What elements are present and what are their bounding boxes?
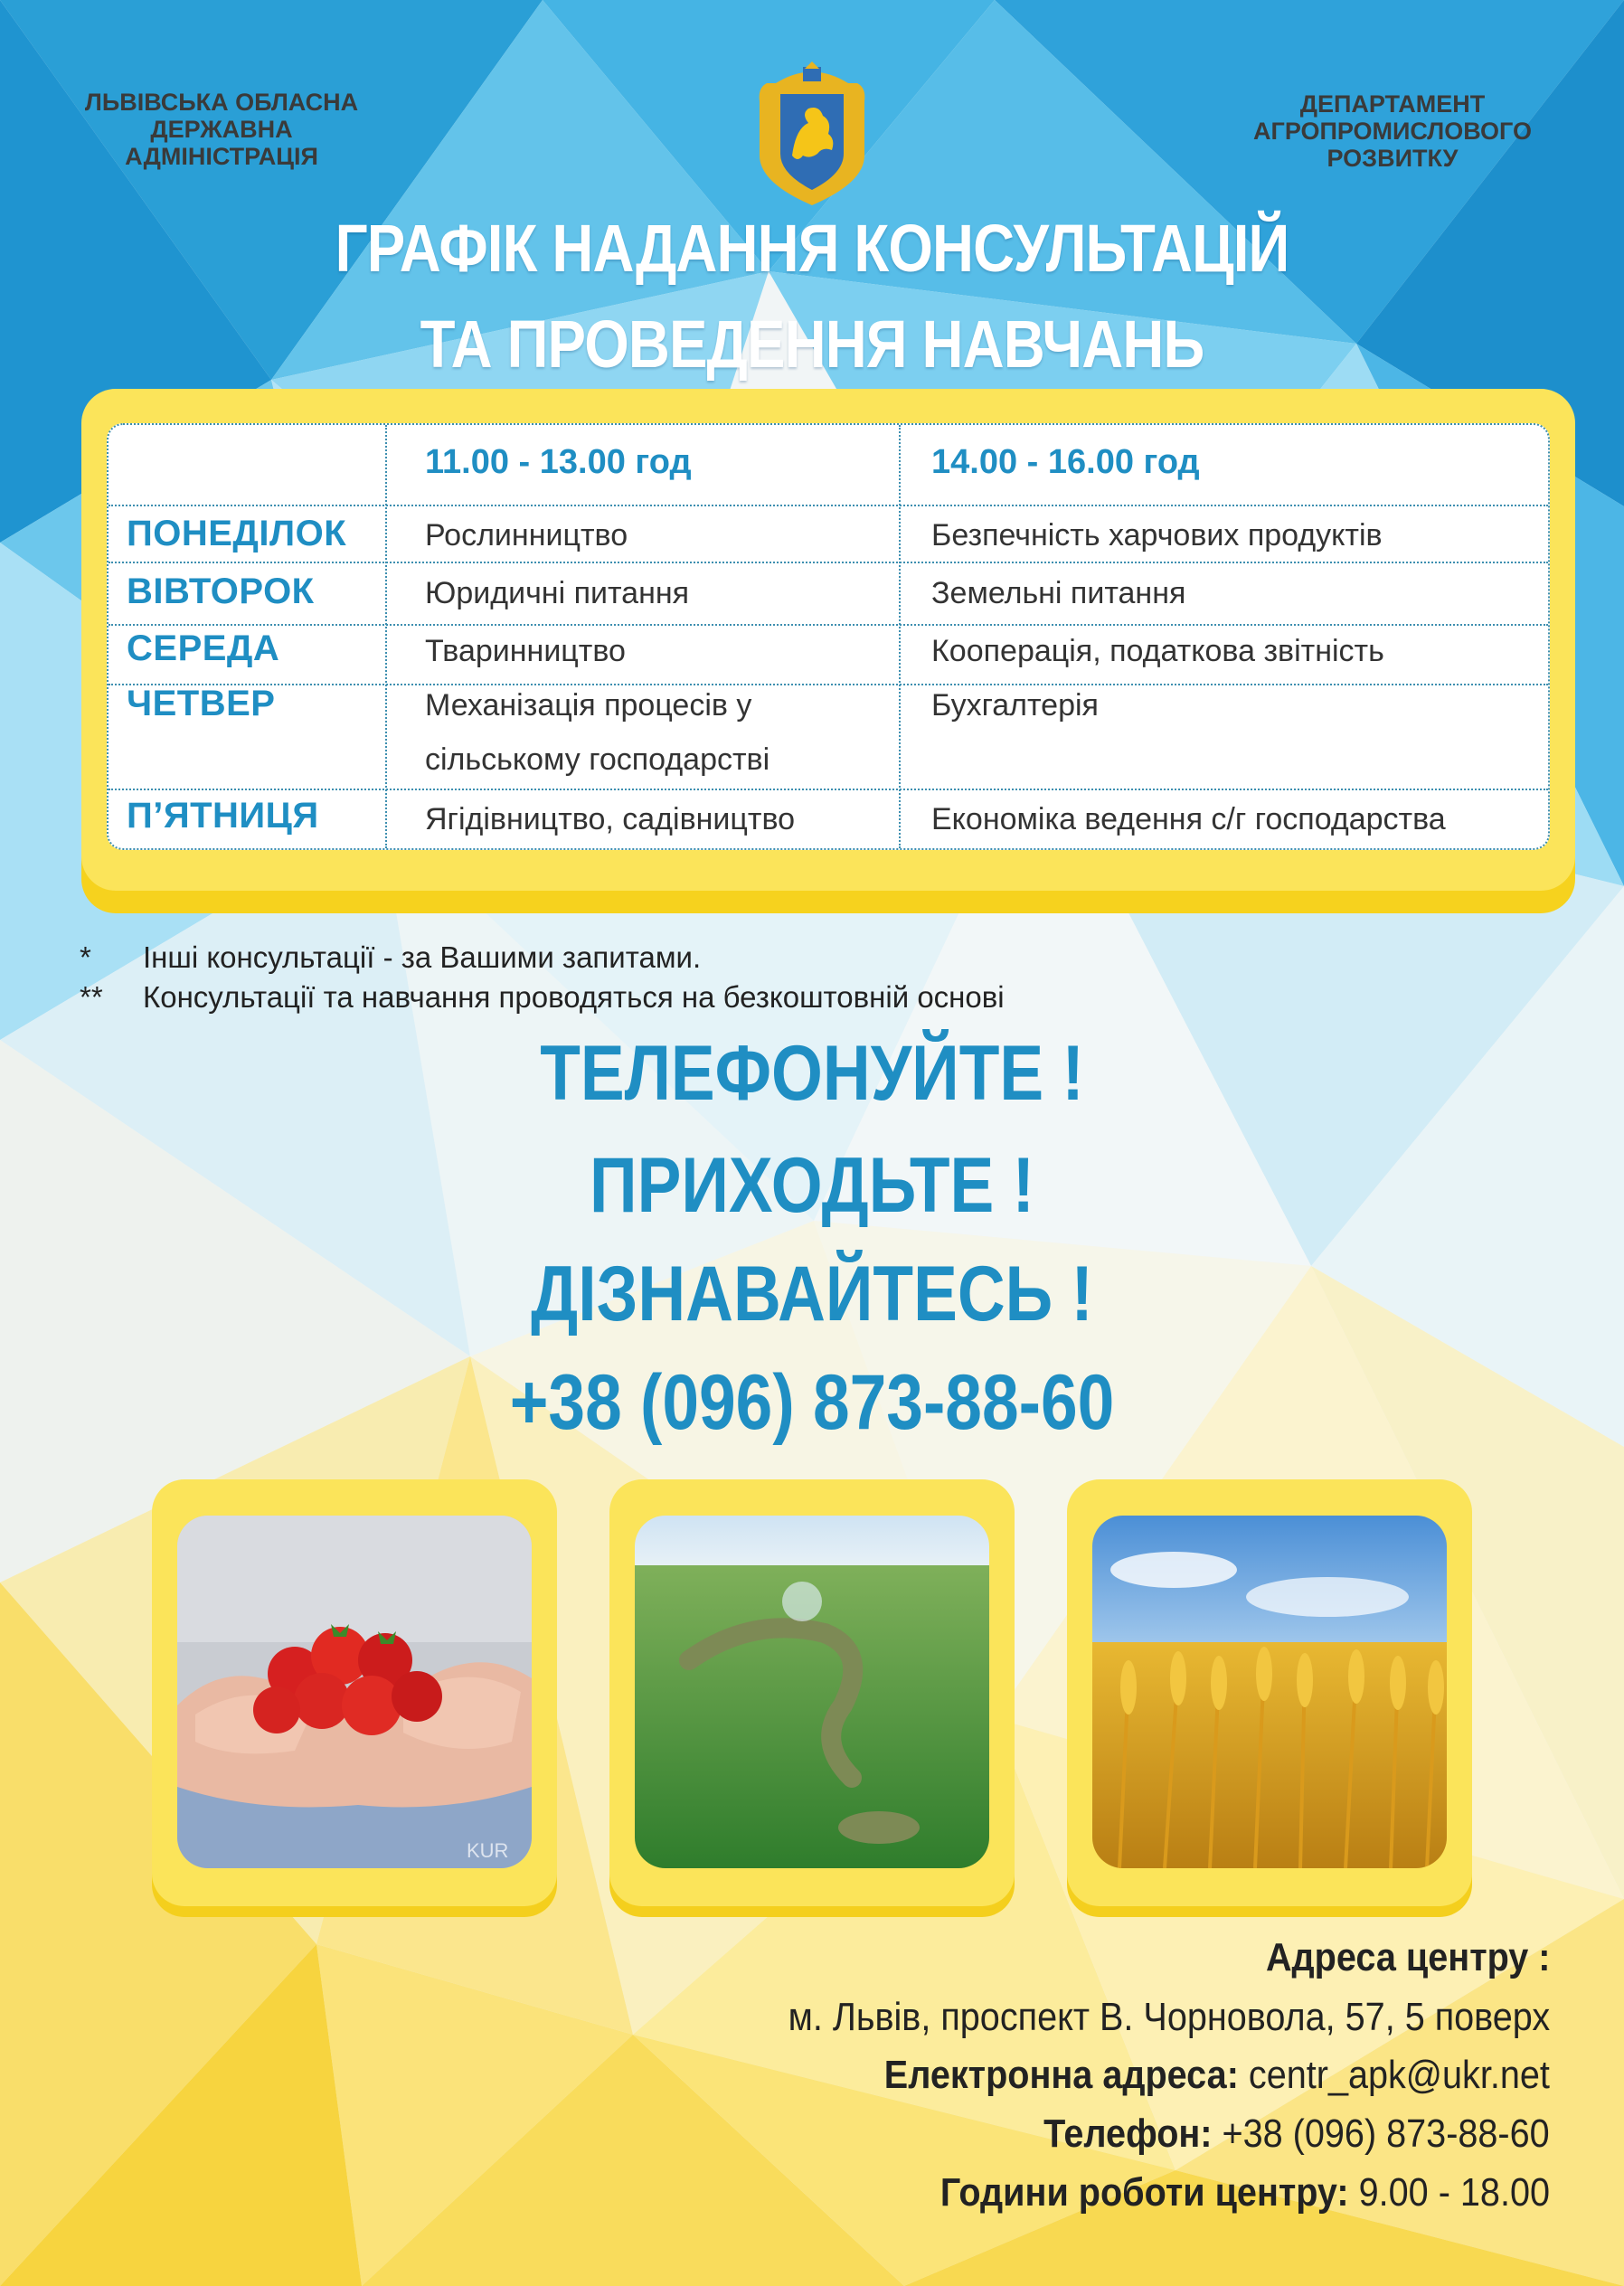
email-value: centr_apk@ukr.net bbox=[1249, 2053, 1550, 2097]
page-title-line-1: ГРАФІК НАДАННЯ КОНСУЛЬТАЦІЙ bbox=[335, 211, 1289, 286]
day-tuesday: ВІВТОРОК bbox=[127, 572, 315, 611]
cta-call: ТЕЛЕФОНУЙТЕ ! bbox=[540, 1030, 1084, 1117]
friday-morning-topic: Ягідівництво, садівництво bbox=[425, 802, 796, 836]
phone-line bbox=[1043, 2111, 1550, 2157]
wednesday-afternoon-topic: Кооперація, податкова звітність bbox=[931, 634, 1384, 668]
org-right-line: АГРОПРОМИСЛОВОГО bbox=[1253, 118, 1532, 145]
org-right-line: РОЗВИТКУ bbox=[1327, 145, 1459, 172]
photo-frame bbox=[1067, 1479, 1472, 1906]
email-line bbox=[884, 2053, 1550, 2098]
table-divider bbox=[109, 505, 1548, 506]
hours-label: Години роботи центру: bbox=[939, 2170, 1349, 2215]
footnote-text: Консультації та навчання проводяться на безкоштовній основі bbox=[143, 980, 1005, 1014]
thursday-morning-topic-line-2: сільському господарстві bbox=[425, 742, 770, 777]
email-label: Електронна адреса: bbox=[883, 2053, 1240, 2097]
cta-learn: ДІЗНАВАЙТЕСЬ ! bbox=[531, 1251, 1093, 1337]
time-slot-morning: 11.00 - 13.00 год bbox=[425, 443, 692, 481]
footnote bbox=[80, 980, 1005, 1015]
org-name-right bbox=[1207, 90, 1578, 172]
thursday-afternoon-topic: Бухгалтерія bbox=[931, 688, 1099, 723]
monday-morning-topic: Рослинництво bbox=[425, 518, 628, 553]
day-thursday: ЧЕТВЕР bbox=[127, 684, 276, 723]
org-left-line: ДЕРЖАВНА bbox=[150, 116, 293, 143]
footnote bbox=[80, 940, 701, 975]
thursday-morning-topic-line-1: Механізація процесів у bbox=[425, 688, 752, 723]
table-divider bbox=[899, 425, 901, 848]
page-title-line-2: ТА ПРОВЕДЕННЯ НАВЧАНЬ bbox=[420, 307, 1204, 382]
cta-phone-number: +38 (096) 873-88-60 bbox=[509, 1359, 1115, 1446]
time-slot-afternoon: 14.00 - 16.00 год bbox=[931, 443, 1200, 481]
photo-watermark: KUR bbox=[467, 1839, 509, 1862]
org-left-line: АДМІНІСТРАЦІЯ bbox=[125, 143, 318, 170]
table-divider bbox=[385, 425, 387, 848]
phone-value: +38 (096) 873-88-60 bbox=[1222, 2111, 1550, 2156]
address-label: Адреса центру : bbox=[1265, 1935, 1550, 1979]
strawberries-photo bbox=[177, 1516, 532, 1868]
day-monday: ПОНЕДІЛОК bbox=[127, 514, 347, 553]
org-right-line: ДЕПАРТАМЕНТ bbox=[1299, 90, 1486, 118]
cta-come: ПРИХОДЬТЕ ! bbox=[590, 1142, 1034, 1229]
lviv-region-coat-of-arms-icon bbox=[749, 56, 875, 210]
working-hours-line bbox=[940, 2170, 1550, 2215]
org-name-left bbox=[54, 89, 389, 170]
table-divider bbox=[109, 789, 1548, 790]
address-heading bbox=[1265, 1935, 1550, 1980]
schedule-table bbox=[107, 423, 1550, 850]
footnote-mark: * bbox=[80, 940, 91, 974]
tuesday-morning-topic: Юридичні питання bbox=[425, 576, 690, 610]
day-friday: П’ЯТНИЦЯ bbox=[127, 796, 319, 836]
friday-afternoon-topic: Економіка ведення с/г господарства bbox=[931, 802, 1446, 836]
footnote-text: Інші консультації - за Вашими запитами. bbox=[143, 940, 702, 974]
photo-frame bbox=[609, 1479, 1015, 1906]
footnote-mark: ** bbox=[80, 980, 103, 1014]
phone-label: Телефон: bbox=[1043, 2111, 1213, 2156]
address-line bbox=[788, 1995, 1550, 2040]
org-left-line: ЛЬВІВСЬКА ОБЛАСНА bbox=[84, 89, 359, 116]
wheat-field-photo bbox=[1092, 1516, 1447, 1868]
green-field-photo bbox=[635, 1516, 989, 1868]
table-divider bbox=[109, 684, 1548, 685]
day-wednesday: СЕРЕДА bbox=[127, 628, 280, 668]
hours-value: 9.00 - 18.00 bbox=[1358, 2170, 1550, 2215]
tuesday-afternoon-topic: Земельні питання bbox=[931, 576, 1186, 610]
monday-afternoon-topic: Безпечність харчових продуктів bbox=[931, 518, 1383, 553]
wednesday-morning-topic: Тваринництво bbox=[425, 634, 626, 668]
photo-frame bbox=[152, 1479, 557, 1906]
address-value: м. Львів, проспект В. Чорновола, 57, 5 поверх bbox=[788, 1995, 1550, 2039]
